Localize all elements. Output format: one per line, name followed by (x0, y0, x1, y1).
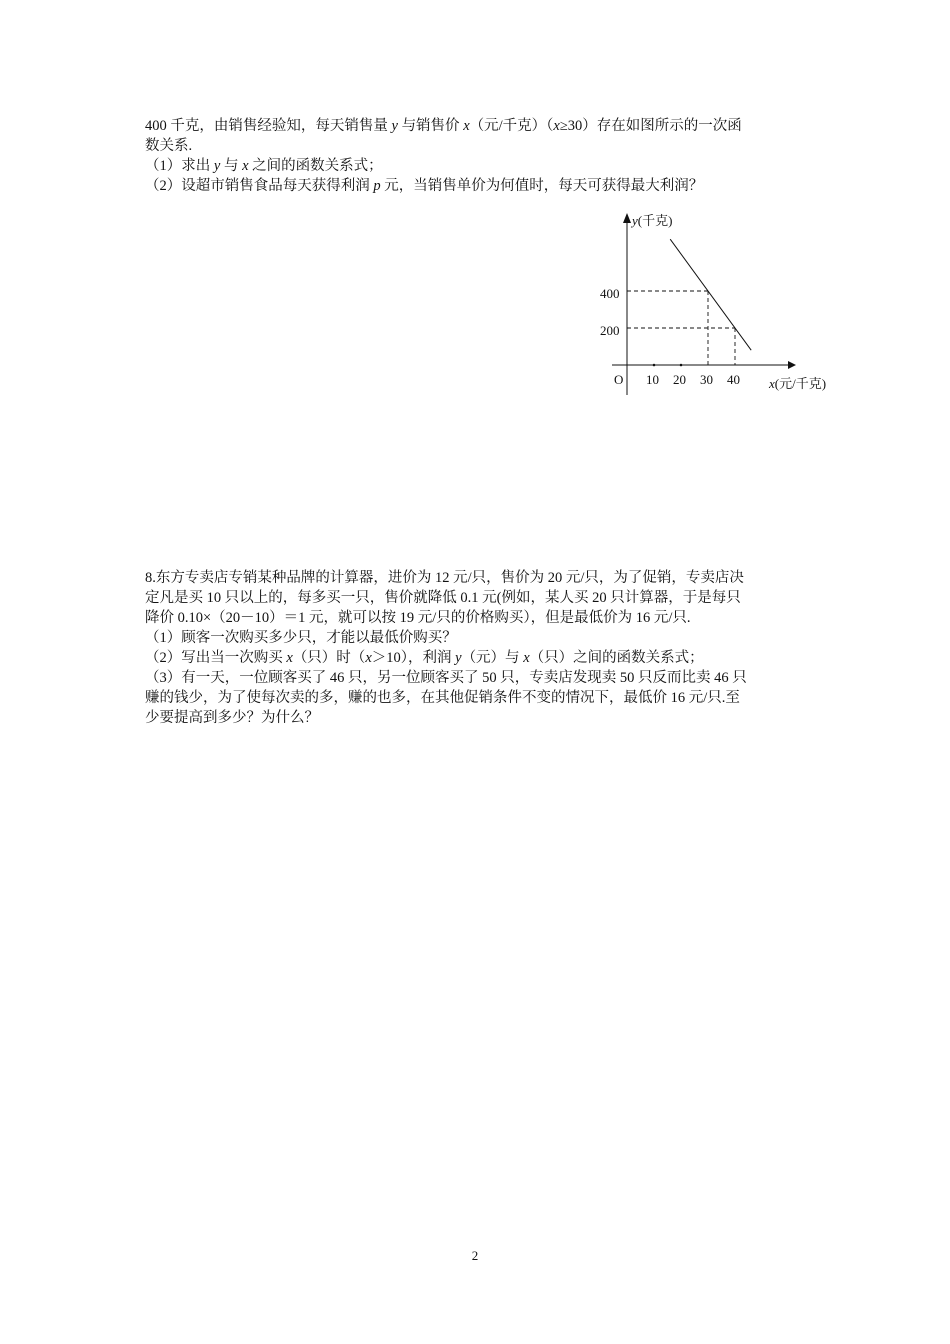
problem7-line-1: 400 千克，由销售经验知，每天销售量 y 与销售价 x（元/千克）（x≥30）存在如图所示的一次函 (145, 118, 742, 134)
y-axis-arrow (623, 213, 631, 223)
x-axis-label: x(元/千克) (769, 376, 827, 391)
problem8-question-1: （1）顾客一次购买多少只，才能以最低价购买？ (145, 630, 457, 646)
problem8-line-1: 8.东方专卖店专销某种品牌的计算器，进价为 12 元/只，售价为 20 元/只，为了促销，专卖店决 (145, 570, 744, 586)
x-tick-dot-10 (653, 364, 656, 367)
problem8-question-3-line-1: （3）有一天，一位顾客买了 46 只，另一位顾客买了 50 只，专卖店发现卖 50 只反而比卖 46 只 (145, 670, 747, 686)
problem8-question-3-line-2: 赚的钱少，为了使每次卖的多，赚的也多，在其他促销条件不变的情况下，最低价 16 元/只.至 (145, 690, 740, 706)
x-tick-label-30: 30 (700, 372, 713, 387)
x-tick-label-40: 40 (727, 372, 740, 387)
x-tick-dot-20 (680, 364, 683, 367)
problem8-question-2: （2）写出当一次购买 x（只）时（x＞10），利润 y（元）与 x（只）之间的函数关系式； (145, 650, 704, 666)
linear-function-graph (590, 205, 850, 405)
problem8-line-3: 降价 0.10×（20－10）＝1 元，就可以按 19 元/只的价格购买），但是最低价为 16 元/只. (145, 610, 691, 626)
page-number: 2 (471, 1248, 479, 1263)
y-tick-label-200: 200 (600, 323, 620, 338)
x-axis-arrow (788, 361, 796, 369)
problem8-question-3-line-3: 少要提高到多少？为什么？ (145, 710, 319, 726)
y-tick-label-400: 400 (600, 286, 620, 301)
origin-label: O (614, 372, 624, 387)
y-axis-label: y(千克) (632, 213, 673, 228)
x-tick-label-10: 10 (646, 372, 659, 387)
x-tick-label-20: 20 (673, 372, 686, 387)
problem8-line-2: 定凡是买 10 只以上的，每多买一只，售价就降低 0.1 元(例如，某人买 20 只计算器，于是每只 (145, 590, 741, 606)
problem7-question-1: （1）求出 y 与 x 之间的函数关系式； (145, 158, 383, 174)
problem7-question-2: （2）设超市销售食品每天获得利润 p 元，当销售单价为何值时，每天可获得最大利润？ (145, 178, 704, 194)
function-line (670, 239, 751, 350)
problem7-line-2: 数关系. (145, 138, 193, 154)
